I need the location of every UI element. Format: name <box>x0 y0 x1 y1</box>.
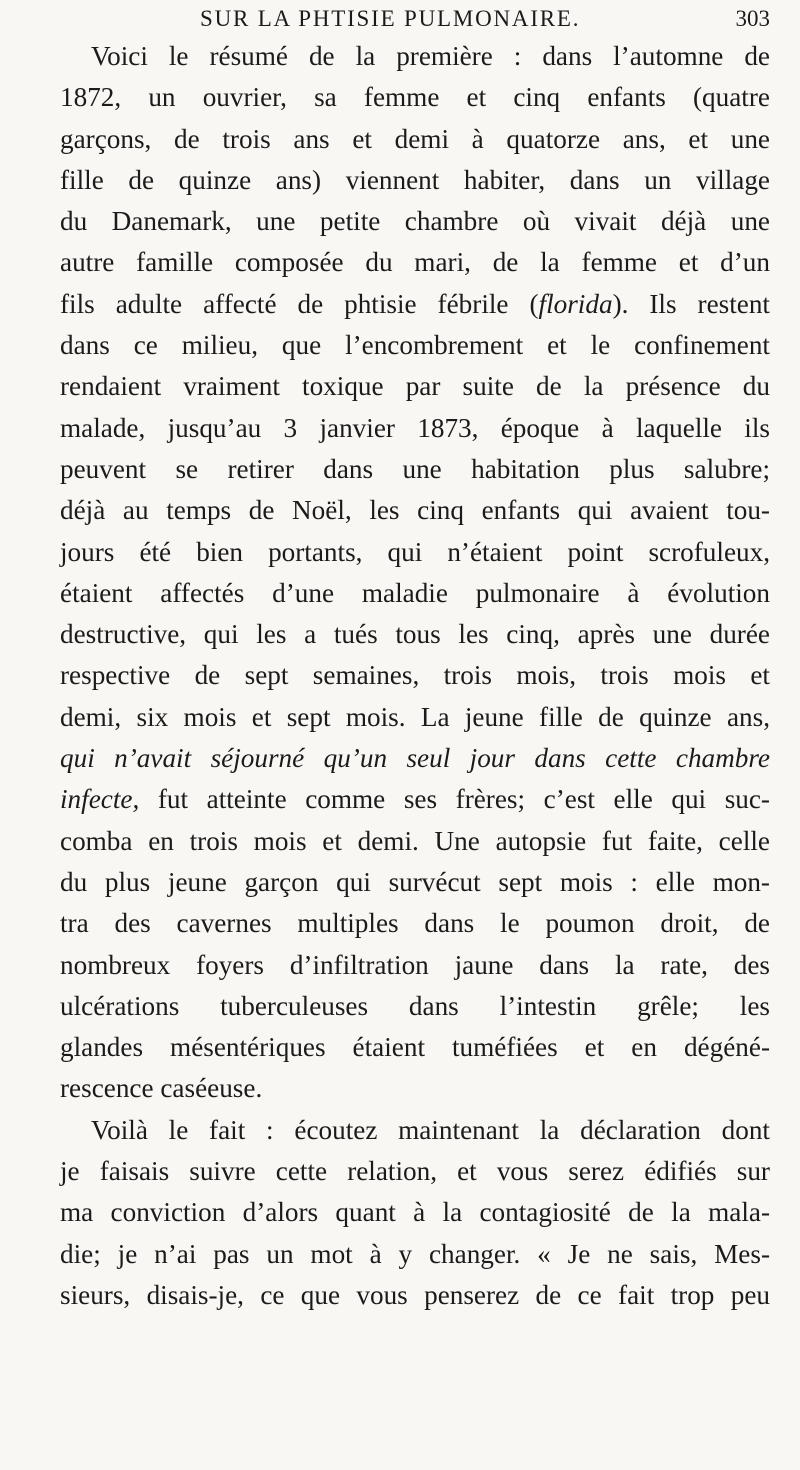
italic-word: infecte, <box>60 784 140 815</box>
text-line: malade, jusqu’au 3 janvier 1873, époque à laquelle ils <box>60 412 770 443</box>
text-line: rendaient vraiment toxique par suite de la présence du <box>60 371 770 402</box>
text-line: tra des cavernes multiples dans le poumon droit, de <box>60 908 770 939</box>
text-line: autre famille composée du mari, de la femme et d’un <box>60 247 770 278</box>
text-line: nombreux foyers d’infiltration jaune dans la rate, des <box>60 949 770 980</box>
text-line: sieurs, disais-je, ce que vous penserez de ce fait trop peu <box>60 1279 770 1310</box>
text-segment: fils adulte affecté de phtisie fébrile <box>60 288 530 319</box>
text-line: glandes mésentériques étaient tuméfiées et en dégéné- <box>60 1032 770 1063</box>
text-line: destructive, qui les a tués tous les cinq, après une durée <box>60 619 770 650</box>
text-line: garçons, de trois ans et demi à quatorze ans, et une <box>60 123 770 154</box>
text-line: rescence caséeuse. <box>60 1073 263 1104</box>
text-segment: ( <box>529 288 539 319</box>
text-line: dans ce milieu, que l’encombrement et le confinement <box>60 330 770 361</box>
text-line: ulcérations tuberculeuses dans l’intestin grêle; les <box>60 990 770 1021</box>
text-line: die; je n’ai pas un mot à y changer. « Je ne sais, Mes- <box>60 1238 770 1269</box>
text-line: étaient affectés d’une maladie pulmonaire à évolution <box>60 577 770 608</box>
text-line: jours été bien portants, qui n’étaient point scrofuleux, <box>60 536 770 567</box>
text-line: 1872, un ouvrier, sa femme et cinq enfants (quatre <box>60 82 770 113</box>
body-text <box>60 36 770 1316</box>
text-line: Voilà le fait : écoutez maintenant la déclaration dont <box>91 1114 770 1145</box>
text-line: ma conviction d’alors quant à la contagiosité de la mala- <box>60 1197 770 1228</box>
text-line <box>60 779 770 820</box>
text-line: peuvent se retirer dans une habitation plus salubre; <box>60 453 770 484</box>
running-title: SUR LA PHTISIE PULMONAIRE. <box>200 6 581 31</box>
text-line: du Danemark, une petite chambre où vivait déjà une <box>60 206 770 237</box>
text-line <box>60 284 770 325</box>
text-line: déjà au temps de Noël, les cinq enfants qui avaient tou- <box>60 495 770 526</box>
text-line: je faisais suivre cette relation, et vous serez édifiés sur <box>60 1156 770 1187</box>
running-head <box>90 6 770 36</box>
italic-word: florida <box>538 288 613 319</box>
text-line: Voici le résumé de la première : dans l’automne de <box>91 41 770 71</box>
text-line: du plus jeune garçon qui survécut sept mois : elle mon- <box>60 866 770 897</box>
text-line: comba en trois mois et demi. Une autopsie fut faite, celle <box>60 825 770 856</box>
text-segment: fut atteinte comme ses frères; c’est elle qui suc- <box>139 784 770 815</box>
text-line: fille de quinze ans) viennent habiter, dans un village <box>60 164 770 195</box>
text-segment: ). Ils restent <box>612 288 770 319</box>
text-line: respective de sept semaines, trois mois, trois mois et <box>60 660 770 691</box>
page-number: 303 <box>735 6 770 31</box>
italic-phrase: qui n’avait séjourné qu’un seul jour dans cette chambre <box>60 743 770 774</box>
text-line: demi, six mois et sept mois. La jeune fille de quinze ans, <box>60 701 770 732</box>
text-line <box>60 738 770 779</box>
